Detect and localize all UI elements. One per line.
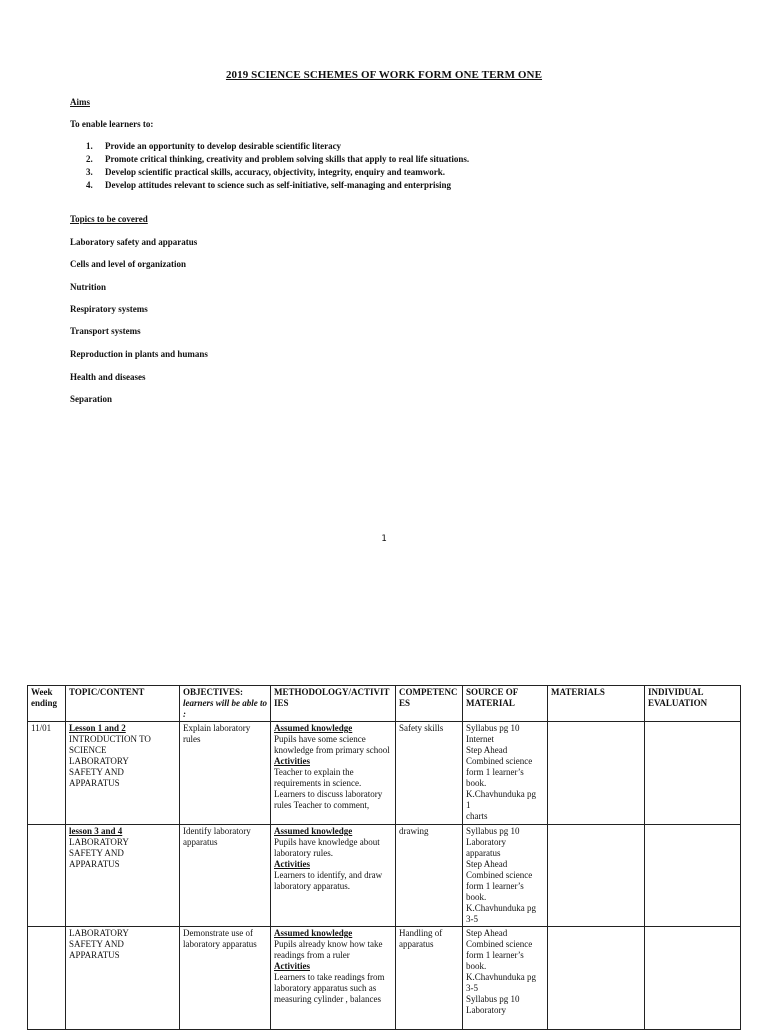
- table-header-row: [28, 686, 741, 722]
- cell-materials: [548, 722, 645, 825]
- header-week: Week ending: [28, 686, 66, 722]
- header-materials: MATERIALS: [548, 686, 645, 722]
- cell-competences: Handling of apparatus: [396, 927, 463, 1030]
- aim-item: 1. Provide an opportunity to develop desirable scientific literacy: [86, 141, 342, 151]
- cell-objectives: Demonstrate use of laboratory apparatus: [180, 927, 271, 1030]
- cell-topic: LABORATORY SAFETY AND APPARATUS: [66, 927, 180, 1030]
- scheme-of-work-table: [27, 685, 741, 1030]
- table-row: [28, 722, 741, 825]
- topic-item: Transport systems: [70, 326, 141, 336]
- header-evaluation: INDIVIDUAL EVALUATION: [645, 686, 741, 722]
- page-number: 1: [381, 534, 387, 544]
- aim-item: 4. Develop attitudes relevant to science such as self-initiative, self-managing and enterprising: [86, 180, 452, 190]
- topic-item: Laboratory safety and apparatus: [70, 237, 198, 247]
- cell-source: Syllabus pg 10 Internet Step Ahead Combined science form 1 learner’s book. K.Chavhunduka pg 1 charts: [463, 722, 548, 825]
- aims-heading: Aims: [70, 97, 90, 107]
- header-objectives: OBJECTIVES: learners will be able to :: [180, 686, 271, 722]
- cell-materials: [548, 927, 645, 1030]
- cell-methodology: Assumed knowledge Pupils have some science knowledge from primary school Activities Teacher to explain the requirements in science. Learners to discuss laboratory rules Teacher to comment,: [271, 722, 396, 825]
- topic-item: Respiratory systems: [70, 304, 148, 314]
- header-methodology: METHODOLOGY/ACTIVITIES: [271, 686, 396, 722]
- cell-week: [28, 825, 66, 927]
- cell-methodology: Assumed knowledge Pupils already know how take readings from a ruler Activities Learners to take readings from laboratory apparatus such as measuring cylinder , balances: [271, 927, 396, 1030]
- cell-competences: drawing: [396, 825, 463, 927]
- cell-topic: Lesson 1 and 2 INTRODUCTION TO SCIENCE LABORATORY SAFETY AND APPARATUS: [66, 722, 180, 825]
- topic-item: Nutrition: [70, 282, 106, 292]
- cell-week: 11/01: [28, 722, 66, 825]
- cell-objectives: Identify laboratory apparatus: [180, 825, 271, 927]
- header-source: SOURCE OF MATERIAL: [463, 686, 548, 722]
- document-title: 2019 SCIENCE SCHEMES OF WORK FORM ONE TERM ONE: [225, 69, 543, 81]
- table-row: [28, 927, 741, 1030]
- topics-heading: Topics to be covered: [70, 214, 148, 224]
- header-competences: COMPETENCES: [396, 686, 463, 722]
- aim-item: 2. Promote critical thinking, creativity and problem solving skills that apply to real life situations.: [86, 154, 470, 164]
- topic-item: Reproduction in plants and humans: [70, 349, 208, 359]
- aim-item: 3. Develop scientific practical skills, accuracy, objectivity, integrity, enquiry and teamwork.: [86, 167, 445, 177]
- cell-week: [28, 927, 66, 1030]
- cell-source: Syllabus pg 10 Laboratory apparatus Step Ahead Combined science form 1 learner’s book. K.Chavhunduka pg 3-5: [463, 825, 548, 927]
- cell-evaluation: [645, 825, 741, 927]
- cell-objectives: Explain laboratory rules: [180, 722, 271, 825]
- topic-item: Health and diseases: [70, 372, 146, 382]
- aims-list: [86, 140, 469, 192]
- topic-item: Cells and level of organization: [70, 259, 186, 269]
- table-row: [28, 825, 741, 927]
- topic-item: Separation: [70, 394, 113, 404]
- aims-intro: To enable learners to:: [70, 119, 154, 129]
- cell-competences: Safety skills: [396, 722, 463, 825]
- cell-materials: [548, 825, 645, 927]
- header-topic: TOPIC/CONTENT: [66, 686, 180, 722]
- cell-topic: lesson 3 and 4 LABORATORY SAFETY AND APPARATUS: [66, 825, 180, 927]
- cell-evaluation: [645, 722, 741, 825]
- cell-source: Step Ahead Combined science form 1 learner’s book. K.Chavhunduka pg 3-5 Syllabus pg 10 Laboratory: [463, 927, 548, 1030]
- cell-evaluation: [645, 927, 741, 1030]
- cell-methodology: Assumed knowledge Pupils have knowledge about laboratory rules. Activities Learners to identify, and draw laboratory apparatus.: [271, 825, 396, 927]
